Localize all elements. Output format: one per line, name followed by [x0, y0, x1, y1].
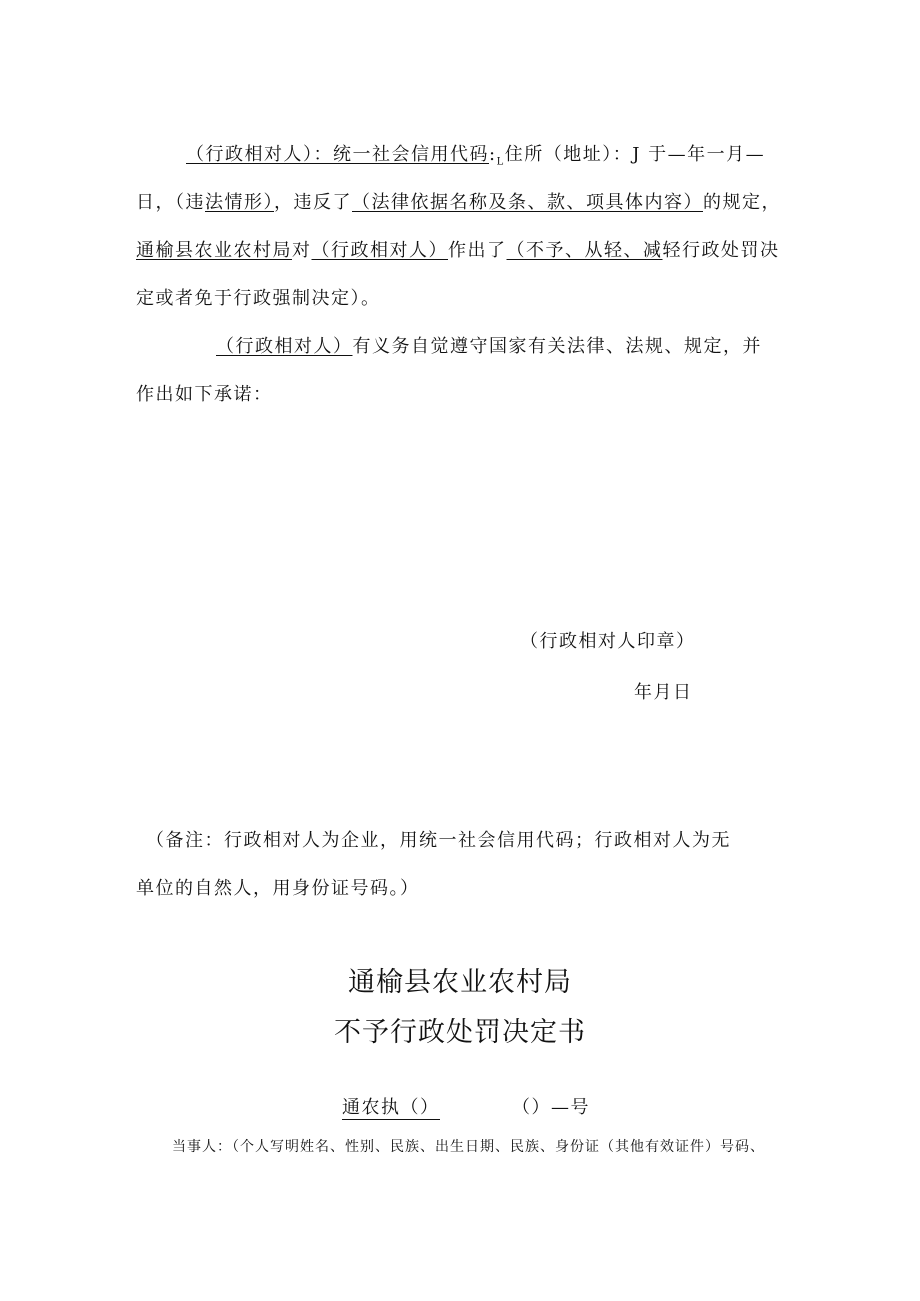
- day-text: 日，（违: [136, 192, 205, 213]
- seal-label: （行政相对人印章）: [520, 631, 696, 652]
- law-basis-placeholder: （法律依据名称及条、款、项具体内容）: [352, 192, 703, 213]
- violated-text: ，违反了: [274, 192, 352, 213]
- bureau-name: 通榆县农业农村局: [136, 240, 292, 261]
- decision-placeholder: （不予、从轻、减: [506, 240, 663, 261]
- party-placeholder: （行政相对人）: [311, 240, 448, 261]
- address-label: 住所（地址）：J 于—年一月—: [504, 144, 766, 165]
- date-label: 年月日: [634, 682, 693, 703]
- doc-number-prefix: 通农执（）: [342, 1093, 440, 1120]
- para1-line4: 定或者免于行政强制决定）。: [136, 288, 381, 309]
- made-text: 作出了: [448, 240, 507, 261]
- obligation-text: 有义务自觉遵守国家有关法律、法规、规定，并: [352, 336, 762, 357]
- para2-line1: [216, 332, 762, 358]
- party-placeholder: （行政相对人）: [216, 336, 353, 357]
- to-text: 对: [292, 240, 312, 261]
- note-line2: 单位的自然人，用身份证号码。）: [136, 878, 420, 899]
- org-title: 通榆县农业农村局: [348, 967, 572, 998]
- note-line1: （备注：行政相对人为企业，用统一社会信用代码；行政相对人为无: [146, 830, 731, 851]
- doc-title: 不予行政处罚决定书: [334, 1017, 586, 1048]
- doc-number: [342, 1093, 590, 1120]
- para1-line2: [136, 188, 781, 214]
- decision-rest: 轻行政处罚决: [662, 240, 780, 261]
- scan-mark: L: [496, 156, 505, 168]
- credit-code-colon: :: [489, 144, 497, 165]
- para1-line3: [136, 236, 780, 262]
- doc-number-suffix: （）—号: [512, 1097, 590, 1118]
- para2-line2: 作出如下承诺：: [136, 384, 273, 405]
- para1-line1: [186, 140, 765, 168]
- credit-code-label: ：统一社会信用代码: [313, 144, 489, 165]
- provision-text: 的规定，: [703, 192, 781, 213]
- party-line: 当事人：（个人写明姓名、性别、民族、出生日期、民族、身份证（其他有效证件）号码、: [172, 1139, 765, 1155]
- illegal-situation-placeholder: 法情形）: [205, 192, 274, 213]
- party-placeholder: （行政相对人）: [186, 144, 314, 165]
